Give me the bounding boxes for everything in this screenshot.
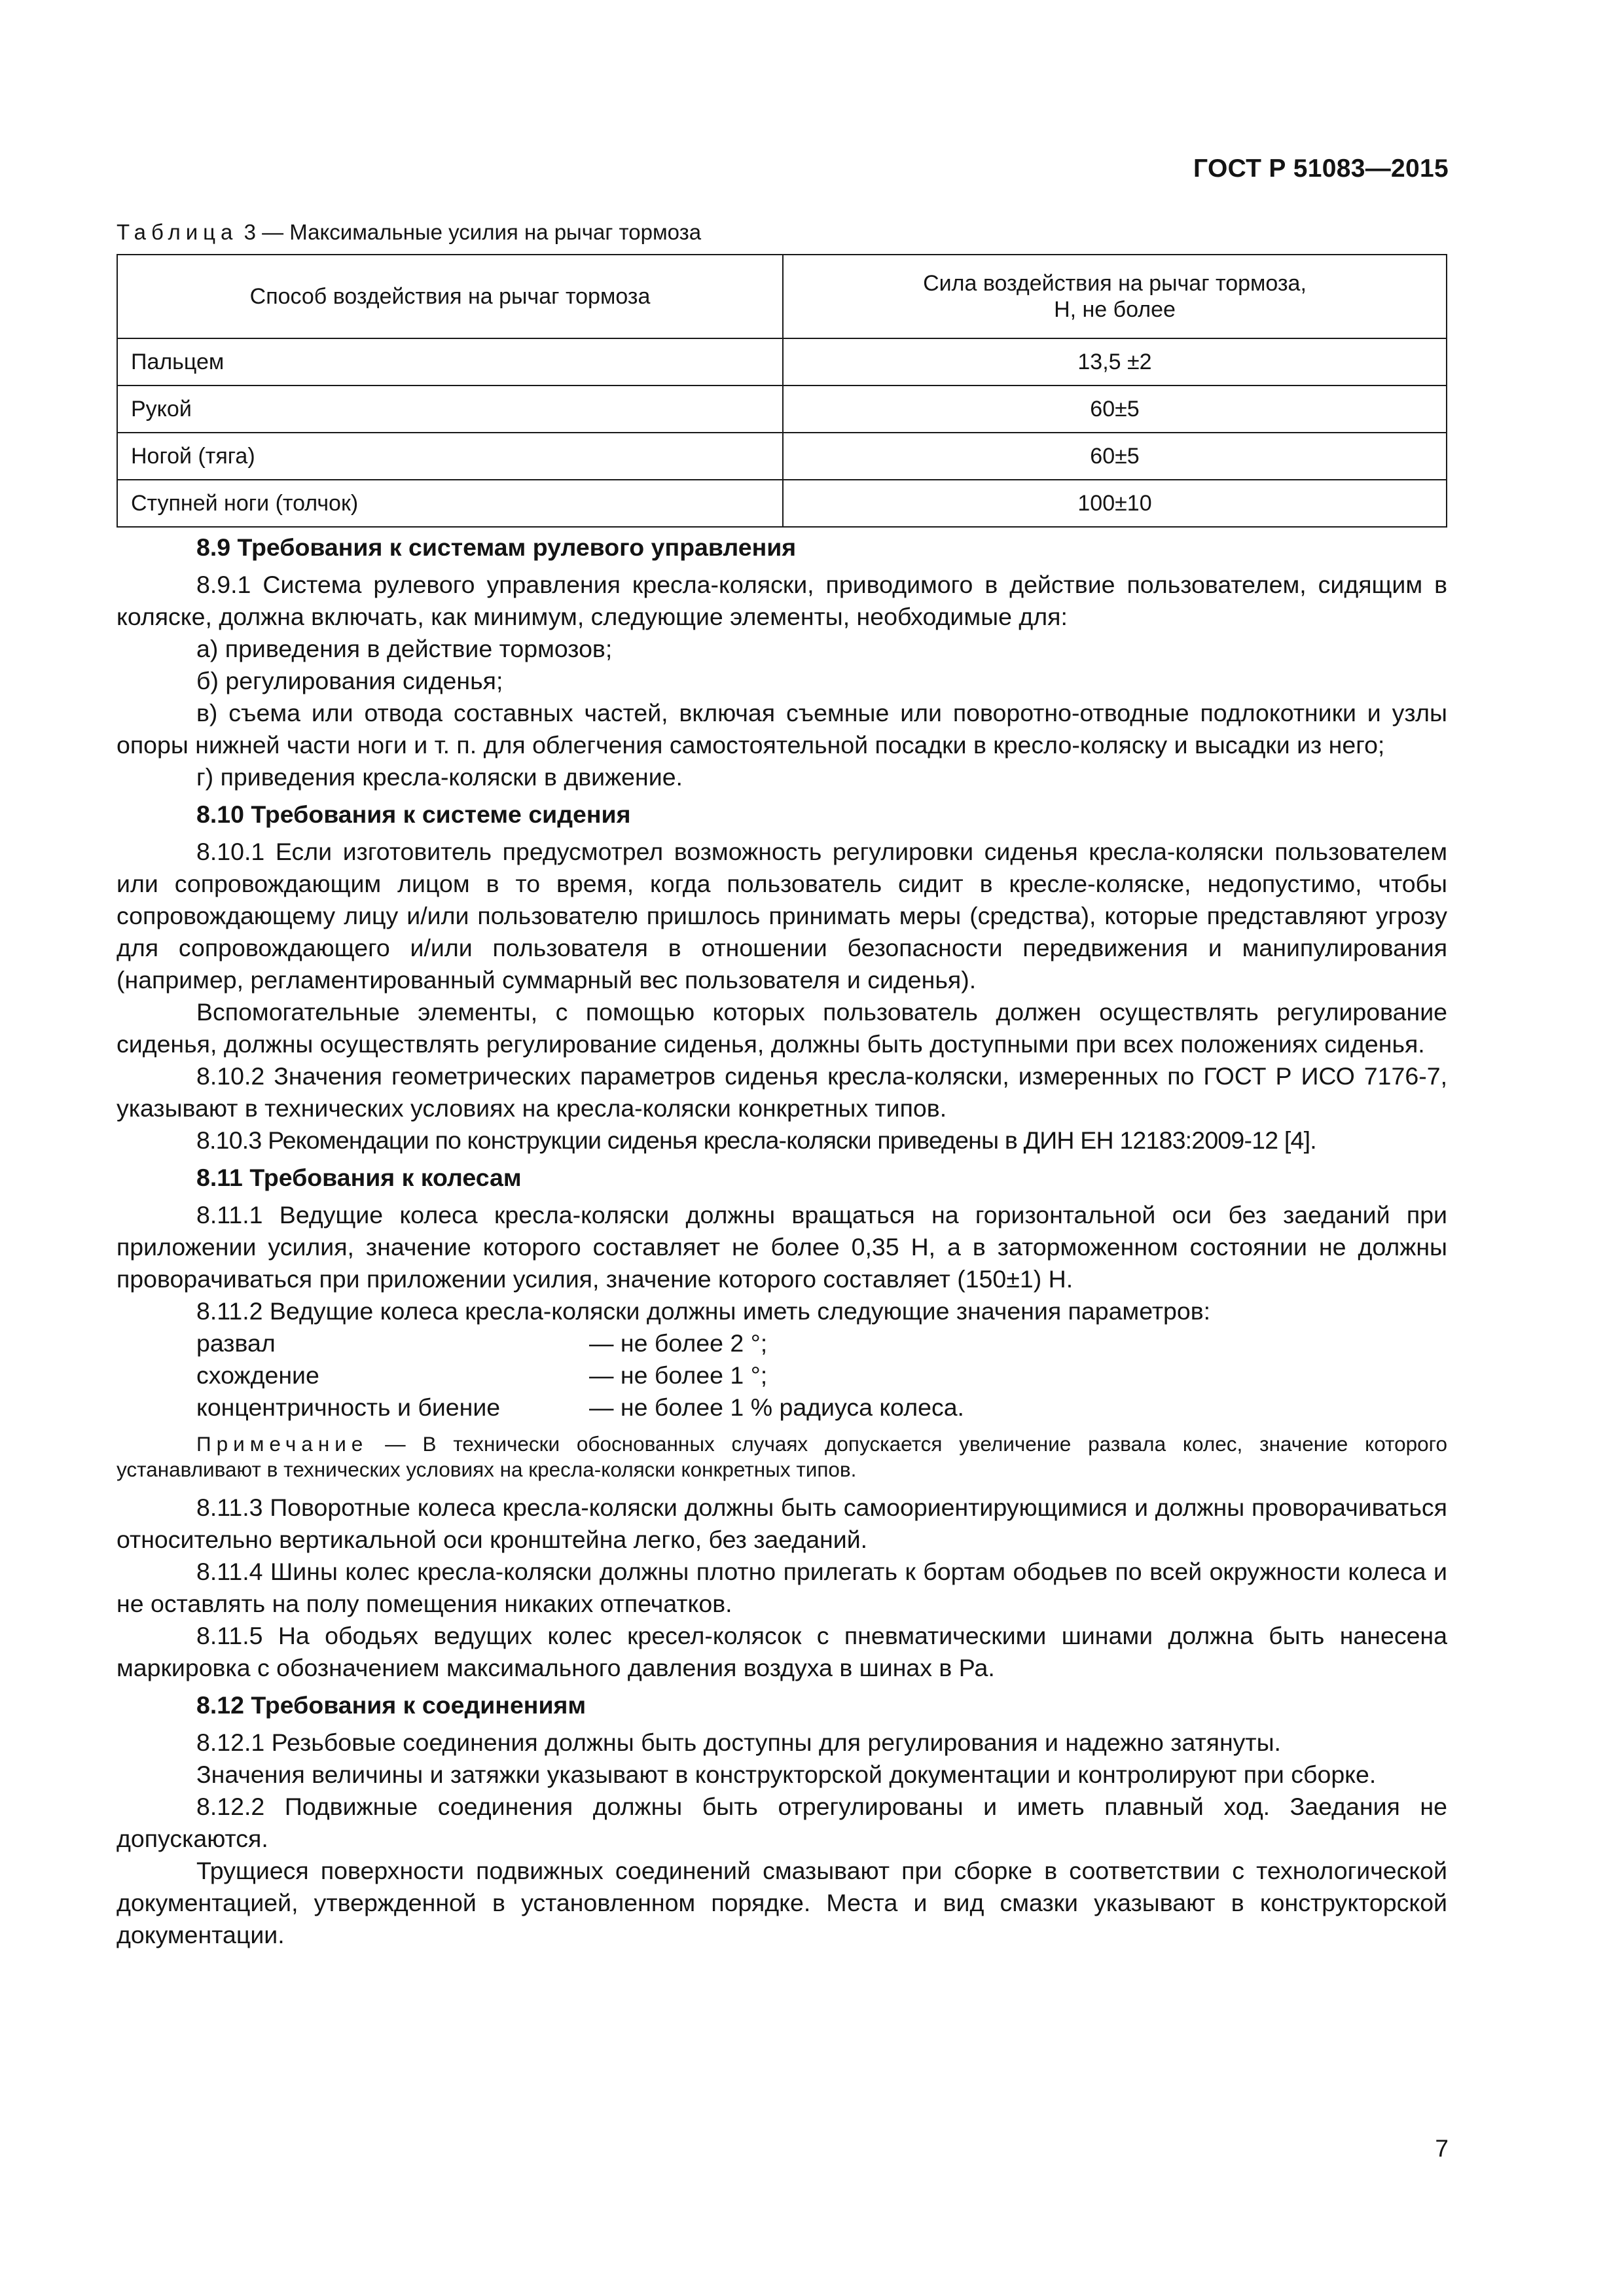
table-header-row [117, 255, 1447, 338]
section-heading-8-12: 8.12 Требования к соединениям [196, 1691, 586, 1719]
brake-force-table [117, 254, 1447, 528]
parameter-value: — не более 1 % радиуса колеса. [589, 1393, 964, 1421]
note [117, 1431, 1447, 1482]
table-caption-number: 3 [244, 220, 256, 244]
paragraph-8-12-2-cont: Трущиеся поверхности подвижных соединений смазывают при сборке в соответствии с технологической документацией, утвержденной в установленном порядке. Места и вид смазки указывают в конструкторской документации. [117, 1857, 1447, 1948]
paragraph-8-11-4: 8.11.4 Шины колес кресла-коляски должны плотно прилегать к бортам ободьев по всей окружности колеса и не оставлять на полу помещения никаких отпечатков. [117, 1558, 1447, 1617]
paragraph-8-11-5: 8.11.5 На ободьях ведущих колес кресел-колясок с пневматическими шинами должна быть нанесена маркировка с обозначением максимального давления воздуха в шинах в Ра. [117, 1622, 1447, 1681]
paragraph-8-9-1: 8.9.1 Система рулевого управления кресла-коляски, приводимого в действие пользователем, сидящим в коляске, должна включать, как минимум, следующие элементы, необходимые для: [117, 571, 1447, 630]
table-row [117, 433, 1447, 480]
column-header-method: Способ воздействия на рычаг тормоза [117, 255, 783, 338]
table-caption-label: Таблица [117, 220, 238, 244]
column-header-force-line2: Н, не более [1054, 297, 1176, 322]
document-body [117, 531, 1447, 1951]
parameter-row [117, 1327, 1447, 1359]
parameter-name: развал [196, 1329, 276, 1357]
table-caption [117, 220, 701, 245]
cell-method: Ступней ноги (толчок) [117, 480, 783, 527]
note-text: — В технически обоснованных случаях допускается увеличение развала колес, значение которого устанавливают в технических условиях на кресла-коляски конкретных типов. [117, 1432, 1447, 1481]
parameter-value: — не более 2 °; [589, 1329, 768, 1357]
paragraph-8-11-2: 8.11.2 Ведущие колеса кресла-коляски должны иметь следующие значения параметров: [196, 1297, 1211, 1325]
document-header: ГОСТ Р 51083—2015 [1193, 154, 1449, 183]
column-header-force-line1: Сила воздействия на рычаг тормоза, [923, 271, 1307, 296]
page-number: 7 [1435, 2135, 1449, 2162]
section-heading-8-9: 8.9 Требования к системам рулевого управления [196, 533, 797, 561]
paragraph-8-10-1-cont: Вспомогательные элементы, с помощью которых пользователь должен осуществлять регулирование сиденья, должны осуществлять регулирование сиденья, должны быть доступными при всех положениях сиденья. [117, 998, 1447, 1058]
parameter-name: концентричность и биение [196, 1393, 501, 1421]
paragraph-8-10-2: 8.10.2 Значения геометрических параметров сиденья кресла-коляски, измеренных по ГОСТ Р ИСО 7176-7, указывают в технических условиях на кресла-коляски конкретных типов. [117, 1062, 1447, 1122]
parameter-row [117, 1359, 1447, 1391]
paragraph-8-11-1: 8.11.1 Ведущие колеса кресла-коляски должны вращаться на горизонтальной оси без заеданий при приложении усилия, значение которого составляет не более 0,35 Н, а в заторможенном состоянии не должны проворачиваться при приложении усилия, значение которого составляет (150±1) Н. [117, 1201, 1447, 1293]
list-item-a: а) приведения в действие тормозов; [196, 635, 613, 662]
cell-force: 13,5 ±2 [783, 338, 1447, 386]
table-row [117, 480, 1447, 527]
cell-method: Ногой (тяга) [117, 433, 783, 480]
cell-method: Рукой [117, 386, 783, 433]
list-item-g: г) приведения кресла-коляски в движение. [196, 763, 683, 791]
list-item-b: б) регулирования сиденья; [196, 667, 503, 694]
paragraph-8-12-2: 8.12.2 Подвижные соединения должны быть отрегулированы и иметь плавный ход. Заедания не допускаются. [117, 1793, 1447, 1852]
section-heading-8-11: 8.11 Требования к колесам [196, 1164, 522, 1191]
parameter-value: — не более 1 °; [589, 1361, 768, 1389]
list-item-v: в) съема или отвода составных частей, включая съемные или поворотно-отводные подлокотники и узлы опоры нижней части ноги и т. п. для облегчения самостоятельной посадки в кресло-коляску и высадки из него; [117, 699, 1447, 759]
paragraph-8-11-3: 8.11.3 Поворотные колеса кресла-коляски должны быть самоориентирующимися и должны проворачиваться относительно вертикальной оси кронштейна легко, без заеданий. [117, 1494, 1447, 1553]
parameter-row [117, 1391, 1447, 1424]
table-caption-title: — Максимальные усилия на рычаг тормоза [262, 220, 702, 244]
paragraph-8-10-3: 8.10.3 Рекомендации по конструкции сиденья кресла-коляски приведены в ДИН ЕН 12183:2009-12 [4]. [196, 1126, 1316, 1154]
table-row [117, 386, 1447, 433]
paragraph-8-10-1: 8.10.1 Если изготовитель предусмотрел возможность регулировки сиденья кресла-коляски пользователем или сопровождающим лицом в то время, когда пользователь сидит в кресле-коляске, недопустимо, чтобы сопровождающему лицу и/или пользователю пришлось принимать меры (средства), которые представляют угрозу для сопровождающего и/или пользователя в отношении безопасности передвижения и манипулирования (например, регламентированный суммарный вес пользователя и сиденья). [117, 838, 1447, 994]
cell-force: 60±5 [783, 386, 1447, 433]
paragraph-8-12-1: 8.12.1 Резьбовые соединения должны быть доступны для регулирования и надежно затянуты. [196, 1729, 1281, 1756]
paragraph-8-12-1-cont: Значения величины и затяжки указывают в конструкторской документации и контролируют при сборке. [196, 1761, 1377, 1788]
column-header-force [783, 255, 1447, 338]
parameter-name: схождение [196, 1361, 319, 1389]
table-row [117, 338, 1447, 386]
cell-force: 100±10 [783, 480, 1447, 527]
note-label: Примечание [196, 1432, 369, 1456]
cell-force: 60±5 [783, 433, 1447, 480]
section-heading-8-10: 8.10 Требования к системе сидения [196, 800, 631, 828]
cell-method: Пальцем [117, 338, 783, 386]
